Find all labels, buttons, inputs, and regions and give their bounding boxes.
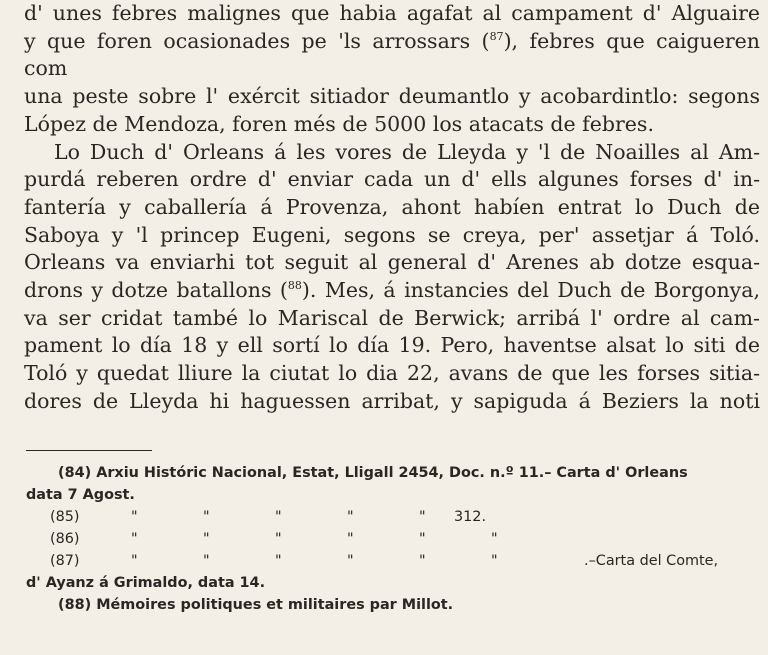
ditto-marks bbox=[131, 550, 563, 572]
text-line: Lo Duch d' Orleans á les vores de Lleyda y 'l de Noailles al Am- bbox=[54, 139, 760, 164]
text-line bbox=[24, 28, 760, 83]
ditto-mark: " bbox=[203, 531, 210, 547]
ditto-mark: " bbox=[419, 509, 426, 525]
ditto-mark: " bbox=[275, 553, 282, 569]
ditto-mark: " bbox=[347, 509, 354, 525]
ditto-mark: " bbox=[275, 531, 282, 547]
footnote-ref-88: 88 bbox=[287, 279, 302, 293]
footnote-87 bbox=[26, 550, 760, 572]
footnote-text: (84) Arxiu Históric Nacional, Estat, Lligall 2454, Doc. n.º 11.– Carta d' Orleans bbox=[58, 465, 688, 481]
ditto-mark: " bbox=[131, 553, 138, 569]
text-fragment: drons y dotze batallons ( bbox=[24, 278, 288, 303]
ditto-mark: " bbox=[275, 509, 282, 525]
text-line: Saboya y 'l princep Eugeni, segons se creya, per' assetjar á Toló. bbox=[24, 222, 760, 247]
footnote-84 bbox=[26, 462, 760, 484]
text-line: pament lo día 18 y ell sortí lo día 19. Pero, haventse alsat lo siti de bbox=[24, 333, 760, 358]
footnote-87-continued: d' Ayanz á Grimaldo, data 14. bbox=[26, 575, 266, 591]
text-line: una peste sobre l' exércit sitiador deumantlo y acobardintlo: segons bbox=[24, 84, 760, 109]
footnote-number: (87) bbox=[50, 553, 80, 569]
text-line: Orleans va enviarhi tot seguit al general d' Arenes ab dotze esqua- bbox=[24, 250, 760, 275]
text-line bbox=[24, 277, 760, 305]
ditto-mark: " bbox=[419, 531, 426, 547]
footnote-text: (88) Mémoires politiques et militaires par Millot. bbox=[58, 597, 454, 613]
ditto-marks bbox=[131, 528, 563, 550]
ditto-mark: " bbox=[491, 553, 498, 569]
footnotes bbox=[26, 462, 760, 616]
text-fragment: y que foren ocasionades pe 'ls arrossars ( bbox=[24, 28, 490, 53]
ditto-mark: " bbox=[203, 553, 210, 569]
ditto-mark: " bbox=[203, 509, 210, 525]
footnote-text: .–Carta del Comte, bbox=[584, 553, 719, 569]
ditto-mark: " bbox=[491, 531, 498, 547]
text-line: Toló y quedat lliure la ciutat lo dia 22, avans de que les forses sitia- bbox=[24, 361, 760, 386]
text-line: purdá reberen ordre d' enviar cada un d' ells algunes forses d' in- bbox=[24, 167, 760, 192]
body-text bbox=[24, 0, 760, 416]
text-fragment: ). Mes, á instancies del Duch de Borgonya, bbox=[301, 278, 761, 303]
ditto-mark: " bbox=[347, 553, 354, 569]
footnote-ref-87: 87 bbox=[489, 29, 504, 43]
footnote-divider bbox=[26, 450, 152, 451]
text-line: dores de Lleyda hi haguessen arribat, y sapiguda á Beziers la noti bbox=[24, 388, 760, 413]
ditto-marks bbox=[131, 506, 491, 528]
footnote-85 bbox=[26, 506, 760, 528]
text-line: va ser cridat també lo Mariscal de Berwick; arribá l' ordre al cam- bbox=[24, 305, 760, 330]
ditto-mark: " bbox=[347, 531, 354, 547]
footnote-84-continued: data 7 Agost. bbox=[26, 487, 135, 503]
footnote-number: (85) bbox=[50, 509, 80, 525]
text-line: López de Mendoza, foren més de 5000 los atacats de febres. bbox=[24, 111, 654, 136]
text-fragment: ), febres que caigueren com bbox=[24, 28, 760, 81]
text-line: fantería y caballería á Provenza, ahont habíen entrat lo Duch de bbox=[24, 194, 760, 219]
footnote-88 bbox=[26, 594, 760, 616]
footnote-86 bbox=[26, 528, 760, 550]
text-line: d' unes febres malignes que habia agafat al campament d' Alguaire bbox=[24, 1, 760, 25]
ditto-mark: " bbox=[131, 531, 138, 547]
ditto-mark: " bbox=[131, 509, 138, 525]
footnote-number: (86) bbox=[50, 531, 80, 547]
footnote-page-ref: 312. bbox=[454, 509, 487, 525]
ditto-mark: " bbox=[419, 553, 426, 569]
